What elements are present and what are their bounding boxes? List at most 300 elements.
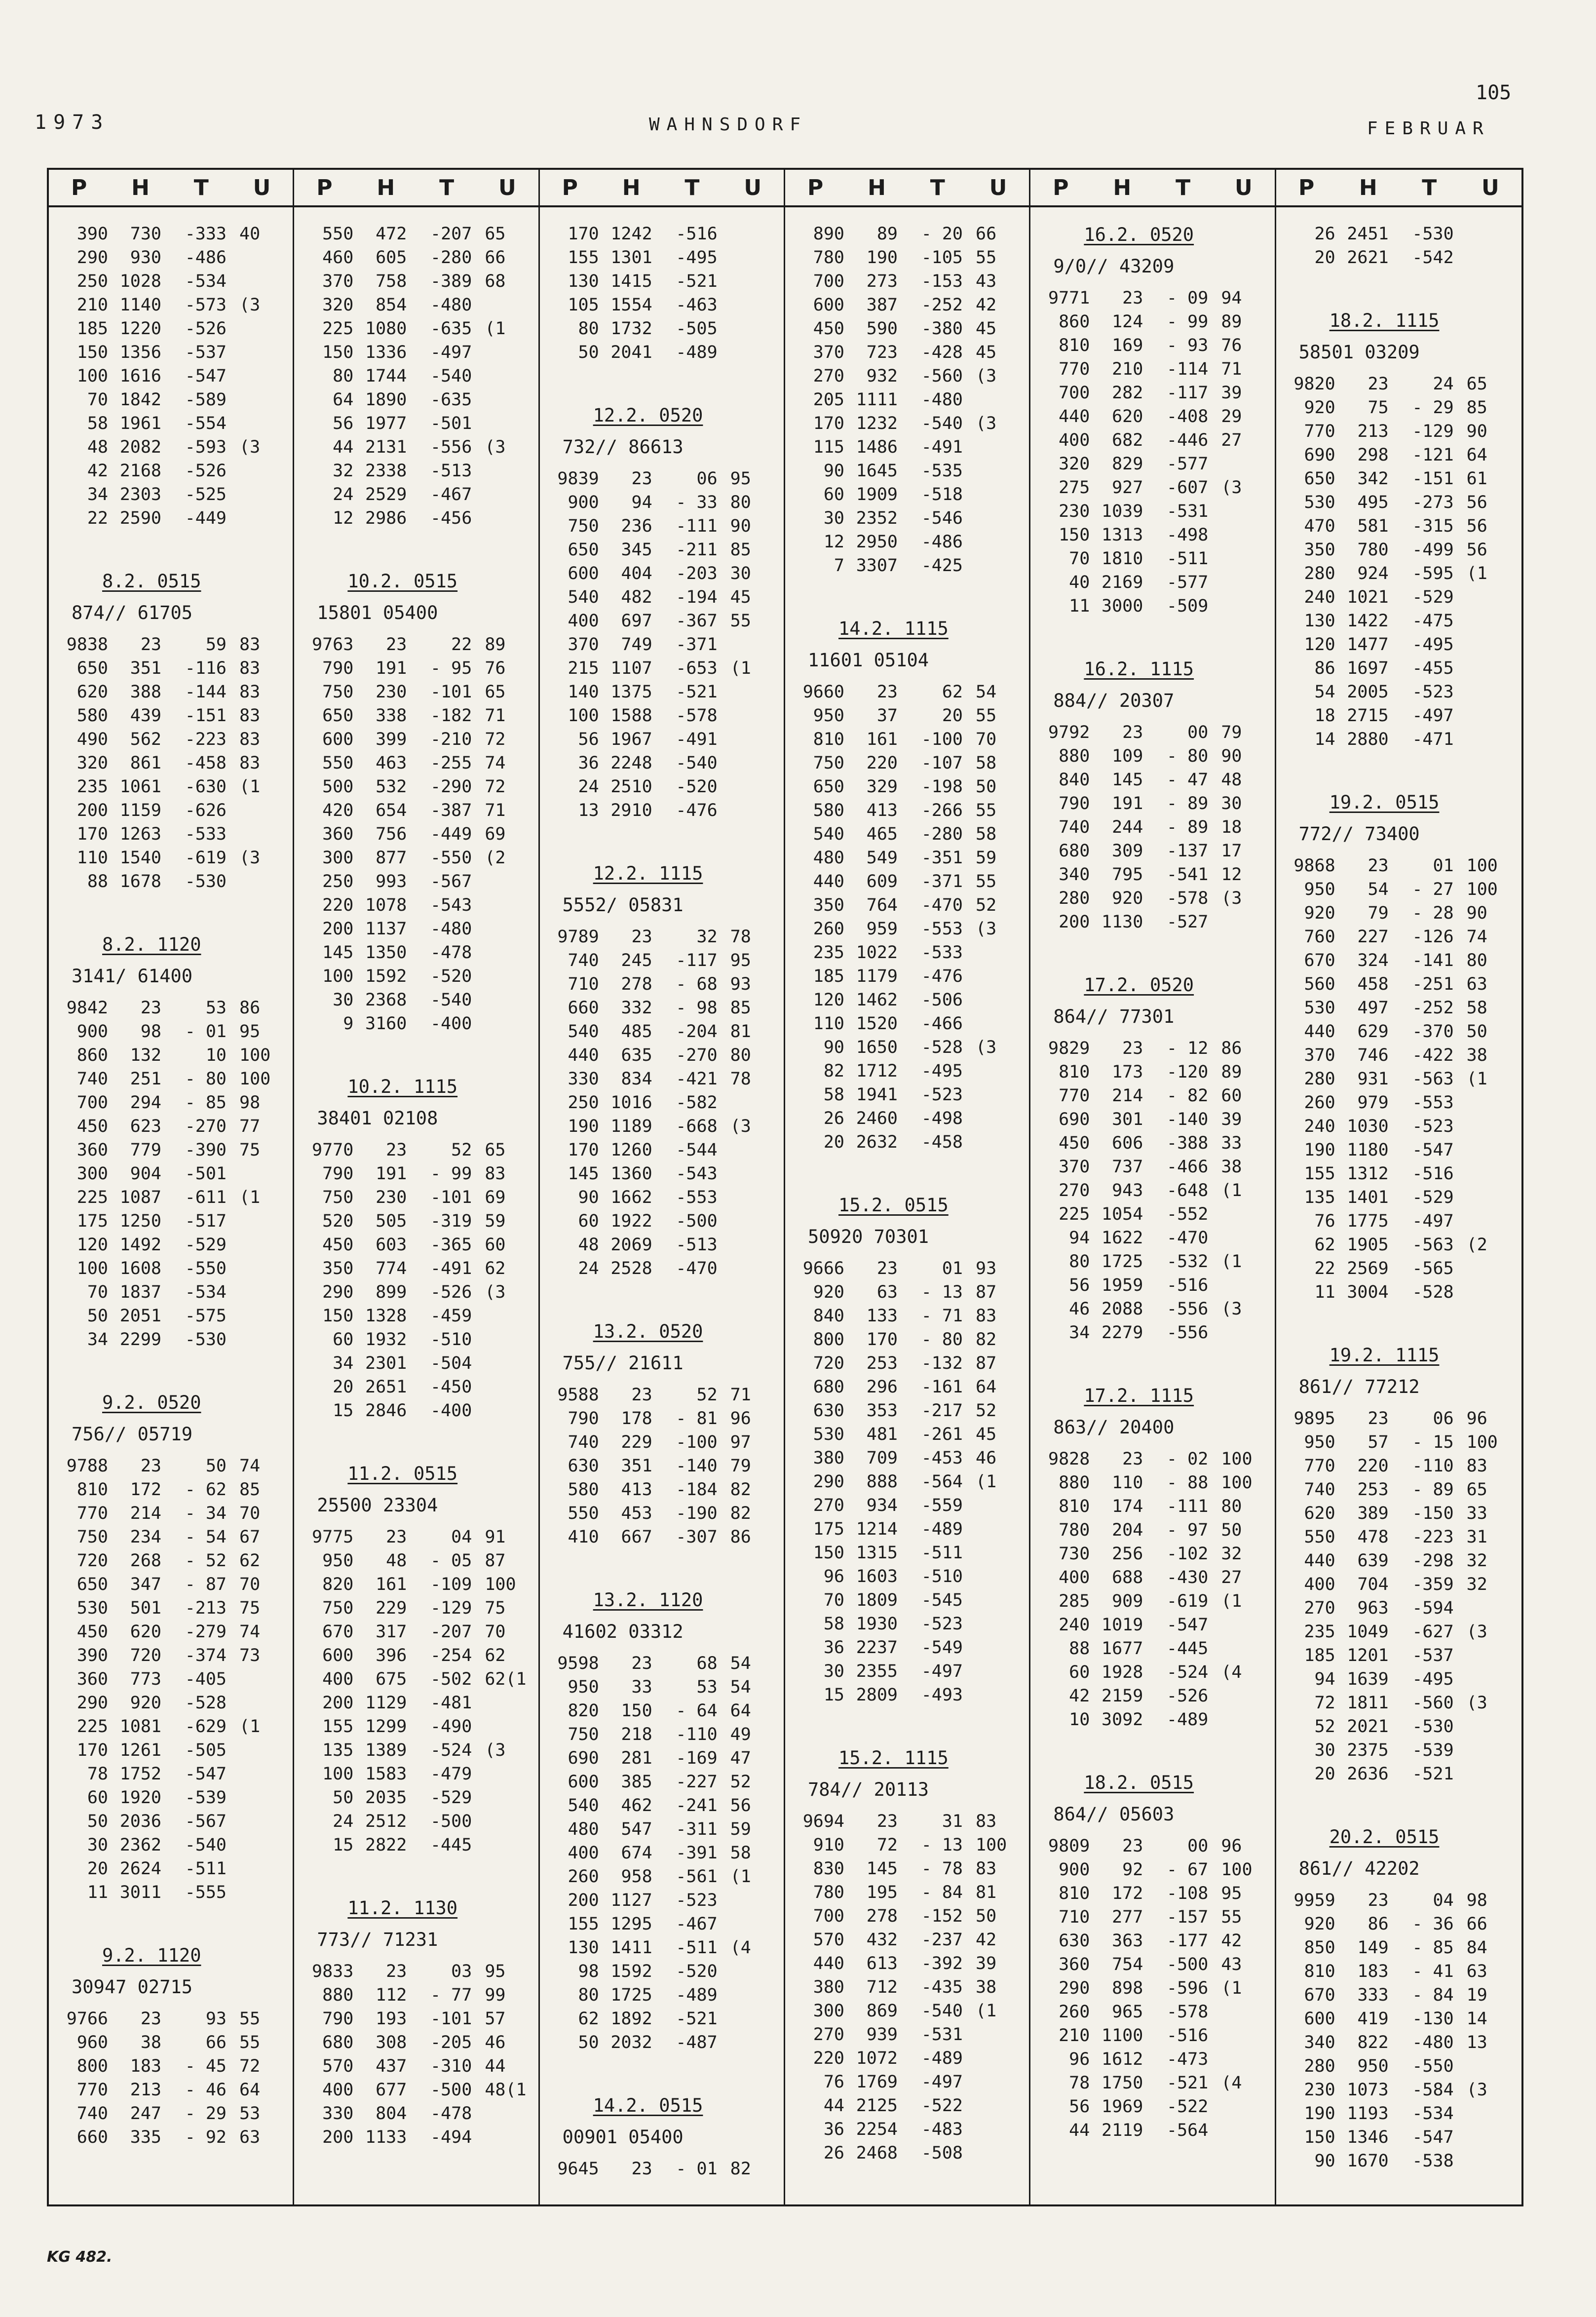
cell: 39 — [976, 1954, 997, 1973]
cell: 740 — [1059, 817, 1090, 837]
cell: -153 — [921, 271, 963, 291]
cell: 150 — [621, 1701, 652, 1721]
cell: 277 — [1112, 1907, 1143, 1927]
cell: 20 — [823, 1132, 844, 1152]
cell: (3 — [1221, 888, 1242, 908]
cell: -537 — [185, 343, 227, 362]
cell: 2352 — [856, 508, 898, 528]
cell: -505 — [676, 319, 718, 339]
cell: 120 — [1304, 635, 1335, 655]
cell: -478 — [430, 943, 472, 963]
cell: -539 — [1412, 1740, 1454, 1760]
cell: 37 — [876, 706, 898, 726]
cell — [227, 1328, 285, 1352]
cell: 88 — [87, 872, 108, 891]
cell — [227, 388, 285, 412]
cell: -552 — [1167, 1204, 1209, 1224]
cell: 82 — [823, 1061, 844, 1081]
block-date-time: 15.2. 0515 — [838, 1195, 949, 1216]
cell: 95 — [485, 1962, 506, 1981]
cell — [227, 483, 285, 506]
table-row — [554, 1865, 776, 1889]
table-row — [554, 1233, 776, 1257]
cell: 52 — [976, 895, 997, 915]
cell: 236 — [621, 516, 652, 536]
cell — [1454, 1186, 1514, 1209]
cell: -279 — [185, 1622, 227, 1642]
cell: 540 — [568, 1796, 599, 1815]
cell: -547 — [1412, 2127, 1454, 2147]
cell: -111 — [1167, 1497, 1209, 1516]
cell: 31 — [1466, 1527, 1487, 1547]
cell: -504 — [430, 1353, 472, 1373]
station-name: WAHNSDORF — [649, 115, 808, 135]
cell: - 82 — [1167, 1086, 1209, 1106]
cell: 66 — [205, 2033, 227, 2052]
cell: 740 — [568, 951, 599, 970]
cell: -108 — [1167, 1884, 1209, 1903]
cell: 1969 — [1102, 2097, 1143, 2117]
cell: 109 — [1112, 746, 1143, 766]
cell — [963, 1083, 1021, 1107]
table-row — [799, 965, 1021, 988]
cell: 100 — [1221, 1473, 1253, 1493]
cell: - 36 — [1412, 1914, 1454, 1934]
cell: 24 — [333, 485, 354, 504]
table-row — [799, 822, 1021, 846]
table-row — [308, 412, 530, 435]
cell — [472, 1012, 530, 1036]
cell: 9588 — [557, 1385, 599, 1405]
cell: -578 — [676, 706, 718, 726]
table-row — [1290, 1762, 1514, 1786]
cell: 9789 — [557, 927, 599, 947]
cell: 100 — [1466, 1432, 1498, 1452]
cell: 63 — [1466, 974, 1487, 994]
cell: 112 — [376, 1985, 407, 2005]
table-row — [308, 483, 530, 506]
cell: 46 — [1069, 1299, 1090, 1319]
table-row — [63, 2078, 285, 2102]
cell: 1411 — [610, 1938, 652, 1958]
cell: - 84 — [1412, 1985, 1454, 2005]
cell: 1650 — [856, 1038, 898, 1057]
table-row — [554, 1020, 776, 1043]
cell: 340 — [1304, 2033, 1335, 2052]
cell: 40 — [239, 224, 261, 244]
cell: 650 — [322, 706, 354, 726]
cell: -280 — [921, 824, 963, 844]
cell — [963, 1588, 1021, 1612]
cell: 15 — [333, 1401, 354, 1421]
cell: 675 — [376, 1669, 407, 1689]
cell — [1454, 1596, 1514, 1620]
cell: 58 — [823, 1085, 844, 1105]
block-code: 784// 20113 — [808, 1779, 929, 1800]
cell: - 78 — [921, 1859, 963, 1879]
cell: 100 — [322, 1764, 354, 1784]
cell: 1909 — [856, 485, 898, 504]
cell: 14 — [1314, 730, 1335, 749]
block-date-time: 19.2. 1115 — [1329, 1345, 1440, 1366]
cell: 2715 — [1347, 706, 1389, 726]
cell: - 80 — [1167, 746, 1209, 766]
table-row — [799, 1107, 1021, 1130]
header-label: P — [316, 175, 333, 200]
cell: 910 — [813, 1835, 844, 1855]
cell: 420 — [322, 801, 354, 820]
table-row — [1044, 1882, 1266, 1905]
cell: 609 — [866, 872, 898, 891]
cell: 93 — [205, 2009, 227, 2029]
cell: 183 — [130, 2056, 161, 2076]
cell: 9820 — [1293, 374, 1335, 394]
cell: 70 — [1069, 549, 1090, 569]
cell: 450 — [813, 319, 844, 339]
table-row — [554, 1652, 776, 1675]
table-row — [1290, 1912, 1514, 1936]
cell: 33 — [1466, 1504, 1487, 1523]
cell: -475 — [1412, 611, 1454, 631]
cell: 98 — [140, 1022, 161, 1042]
table-row — [308, 1691, 530, 1715]
cell: 1744 — [365, 366, 407, 386]
cell: 175 — [76, 1211, 108, 1231]
table-row — [554, 1091, 776, 1115]
cell: 72 — [1314, 1693, 1335, 1713]
cell: -445 — [430, 1835, 472, 1855]
cell: 04 — [1433, 1891, 1454, 1910]
table-row — [1290, 2031, 1514, 2054]
cell: 2362 — [119, 1835, 161, 1855]
table-row — [63, 1573, 285, 1596]
block-date-time: 10.2. 0515 — [347, 571, 458, 592]
cell: 72 — [485, 730, 506, 749]
cell: 387 — [866, 295, 898, 315]
cell — [472, 1328, 530, 1352]
cell: -428 — [921, 343, 963, 362]
cell: (1 — [1466, 1069, 1487, 1089]
table-row — [554, 270, 776, 293]
cell: 03 — [451, 1962, 472, 1981]
block-date-time: 12.2. 1115 — [593, 863, 703, 884]
table-row — [1044, 310, 1266, 334]
cell: 135 — [1304, 1188, 1335, 1207]
table-row — [1044, 1321, 1266, 1345]
cell: 1462 — [856, 990, 898, 1010]
cell: -130 — [1412, 2009, 1454, 2029]
cell: -116 — [185, 658, 227, 678]
table-row — [799, 751, 1021, 775]
cell: 650 — [76, 658, 108, 678]
cell: -453 — [921, 1448, 963, 1468]
cell: 590 — [866, 319, 898, 339]
cell — [718, 1233, 776, 1257]
table-row — [308, 1162, 530, 1186]
cell: 93 — [730, 974, 751, 994]
cell — [227, 317, 285, 341]
cell: 64 — [1466, 445, 1487, 465]
table-row — [308, 1983, 530, 2007]
table-row — [554, 949, 776, 972]
cell: 338 — [376, 706, 407, 726]
table-row — [308, 2125, 530, 2149]
table-row — [1290, 246, 1514, 270]
cell: 94 — [1221, 288, 1242, 308]
cell: 281 — [621, 1748, 652, 1768]
cell: -456 — [430, 508, 472, 528]
cell: -497 — [921, 1661, 963, 1681]
cell: 88 — [1069, 1639, 1090, 1659]
cell — [227, 1881, 285, 1904]
table-row — [1044, 571, 1266, 594]
cell: 72 — [876, 1835, 898, 1855]
cell: 750 — [813, 753, 844, 773]
cell: 17 — [1221, 841, 1242, 861]
sounding-block — [63, 222, 285, 530]
cell: 3160 — [365, 1014, 407, 1034]
cell: 230 — [376, 682, 407, 702]
block-code: 863// 20400 — [1053, 1417, 1175, 1438]
cell: 820 — [322, 1575, 354, 1594]
cell: 780 — [813, 248, 844, 268]
cell — [963, 1660, 1021, 1683]
cell: -400 — [430, 1401, 472, 1421]
cell: 48(1 — [485, 2080, 527, 2100]
table-row — [1044, 1037, 1266, 1060]
cell: -495 — [1412, 635, 1454, 655]
cell: (3 — [1221, 1299, 1242, 1319]
cell: 2528 — [610, 1259, 652, 1278]
column-header — [540, 170, 784, 207]
cell: 23 — [386, 1962, 407, 1981]
cell: 58 — [976, 824, 997, 844]
cell: -556 — [1167, 1299, 1209, 1319]
table-row — [1290, 514, 1514, 538]
table-row — [63, 2054, 285, 2078]
cell: 600 — [1304, 2009, 1335, 2029]
cell: 76 — [823, 2072, 844, 2092]
cell: 1021 — [1347, 587, 1389, 607]
cell: (1 — [239, 777, 261, 797]
cell: 32 — [696, 927, 718, 947]
cell — [227, 270, 285, 293]
cell: -470 — [921, 895, 963, 915]
cell — [1454, 680, 1514, 704]
table-row — [799, 2070, 1021, 2094]
table-column — [49, 170, 294, 2204]
table-row — [63, 1667, 285, 1691]
cell — [718, 341, 776, 364]
table-row — [1290, 1067, 1514, 1091]
cell: 580 — [568, 1480, 599, 1500]
cell: 86 — [239, 998, 261, 1018]
cell: 2368 — [365, 990, 407, 1010]
cell: 1250 — [119, 1211, 161, 1231]
cell: 36 — [823, 1638, 844, 1658]
cell: -491 — [921, 437, 963, 457]
table-row — [1290, 1983, 1514, 2007]
cell: 48 — [87, 437, 108, 457]
cell: 80 — [730, 1045, 751, 1065]
cell: -182 — [430, 706, 472, 726]
cell — [718, 1162, 776, 1186]
table-row — [799, 364, 1021, 388]
table-row — [308, 1012, 530, 1036]
cell: -553 — [921, 919, 963, 939]
table-row — [1044, 1834, 1266, 1858]
cell: 278 — [621, 974, 652, 994]
table-row — [1044, 1179, 1266, 1202]
cell: 700 — [76, 1093, 108, 1113]
table-row — [1044, 334, 1266, 357]
cell: 34 — [87, 485, 108, 504]
cell — [1454, 1738, 1514, 1762]
table-row — [1290, 222, 1514, 246]
cell: 1137 — [365, 919, 407, 939]
table-row — [799, 2047, 1021, 2070]
cell: 630 — [568, 1456, 599, 1476]
cell: 2910 — [610, 801, 652, 820]
cell: 229 — [376, 1598, 407, 1618]
cell: -380 — [921, 319, 963, 339]
table-row — [1290, 1257, 1514, 1280]
table-row — [554, 1889, 776, 1912]
cell: -408 — [1167, 407, 1209, 426]
cell: 191 — [376, 658, 407, 678]
cell: - 62 — [185, 1480, 227, 1500]
cell: - 87 — [185, 1575, 227, 1594]
cell: 85 — [730, 540, 751, 560]
cell: 495 — [1357, 493, 1389, 512]
cell: -611 — [185, 1188, 227, 1207]
cell: 690 — [1059, 1110, 1090, 1129]
cell: 1133 — [365, 2127, 407, 2147]
cell: -543 — [430, 895, 472, 915]
cell: -481 — [430, 1693, 472, 1713]
cell: 2036 — [119, 1812, 161, 1831]
cell: 30 — [823, 508, 844, 528]
table-row — [799, 1833, 1021, 1857]
cell: 27 — [1221, 1568, 1242, 1587]
cell: 530 — [813, 1425, 844, 1444]
table-row — [799, 1399, 1021, 1423]
cell: 62 — [485, 1259, 506, 1278]
cell: 96 — [823, 1567, 844, 1586]
cell: - 29 — [1412, 398, 1454, 418]
cell — [963, 530, 1021, 554]
cell: 54 — [730, 1654, 751, 1673]
block-code: 50920 70301 — [808, 1226, 929, 1247]
cell: 23 — [140, 2009, 161, 2029]
cell: 335 — [130, 2127, 161, 2147]
cell: - 93 — [1167, 336, 1209, 355]
sounding-block — [1044, 1770, 1266, 2142]
cell: 1295 — [610, 1914, 652, 1934]
cell: 132 — [130, 1045, 161, 1065]
cell: 1603 — [856, 1567, 898, 1586]
cell: 20 — [1314, 248, 1335, 268]
cell — [472, 965, 530, 988]
cell: 140 — [568, 682, 599, 702]
cell: 55 — [1221, 1907, 1242, 1927]
cell: -530 — [185, 1330, 227, 1350]
table-row — [308, 1786, 530, 1810]
cell: 42 — [1069, 1686, 1090, 1706]
table-row — [1290, 1644, 1514, 1667]
cell: 2636 — [1347, 1764, 1389, 1784]
cell: 804 — [376, 2104, 407, 2124]
cell: 505 — [376, 1211, 407, 1231]
cell — [1454, 656, 1514, 680]
cell: -593 — [185, 437, 227, 457]
table-row — [554, 2031, 776, 2054]
cell — [1454, 704, 1514, 728]
header-label: P — [1298, 175, 1315, 200]
cell: 2051 — [119, 1306, 161, 1326]
cell: 370 — [1304, 1045, 1335, 1065]
cell: -252 — [1412, 998, 1454, 1018]
cell: 1608 — [119, 1259, 161, 1278]
cell: 1129 — [365, 1693, 407, 1713]
cell: 79 — [1368, 903, 1389, 923]
cell: -458 — [921, 1132, 963, 1152]
cell: 161 — [866, 730, 898, 749]
cell: 629 — [1357, 1022, 1389, 1042]
cell: 150 — [1304, 2127, 1335, 2147]
cell: 1081 — [119, 1717, 161, 1737]
cell: -523 — [1412, 1117, 1454, 1136]
cell: 48 — [1221, 770, 1242, 790]
cell: -526 — [185, 461, 227, 481]
cell: -534 — [185, 1282, 227, 1302]
table-row — [63, 506, 285, 530]
cell: 80 — [333, 366, 354, 386]
table-row — [1290, 925, 1514, 949]
cell: 9828 — [1048, 1449, 1090, 1469]
cell: -565 — [1412, 1259, 1454, 1278]
cell — [1208, 1684, 1266, 1708]
cell: 10 — [205, 1045, 227, 1065]
cell: (1 — [1221, 1252, 1242, 1272]
cell: 57 — [1368, 1432, 1389, 1452]
cell: - 28 — [1412, 903, 1454, 923]
table-row — [799, 2118, 1021, 2141]
cell: 86 — [1314, 658, 1335, 678]
sounding-block — [1290, 222, 1514, 270]
table-row — [63, 246, 285, 270]
cell: 253 — [866, 1353, 898, 1373]
table-row — [63, 799, 285, 822]
cell: 939 — [866, 2025, 898, 2045]
form-code: KG 482. — [47, 2248, 113, 2266]
cell: 500 — [322, 777, 354, 797]
cell — [227, 459, 285, 483]
cell: 23 — [386, 1527, 407, 1547]
table-row — [1044, 1084, 1266, 1108]
cell: -371 — [921, 872, 963, 891]
cell: 400 — [568, 1843, 599, 1863]
table-row — [308, 965, 530, 988]
block-code: 861// 42202 — [1298, 1858, 1420, 1879]
cell: 2338 — [365, 461, 407, 481]
cell: 480 — [813, 848, 844, 868]
cell: 120 — [813, 990, 844, 1010]
table-row — [554, 1723, 776, 1746]
cell: 245 — [621, 951, 652, 970]
cell: -516 — [1412, 1164, 1454, 1184]
cell: 9833 — [312, 1962, 354, 1981]
